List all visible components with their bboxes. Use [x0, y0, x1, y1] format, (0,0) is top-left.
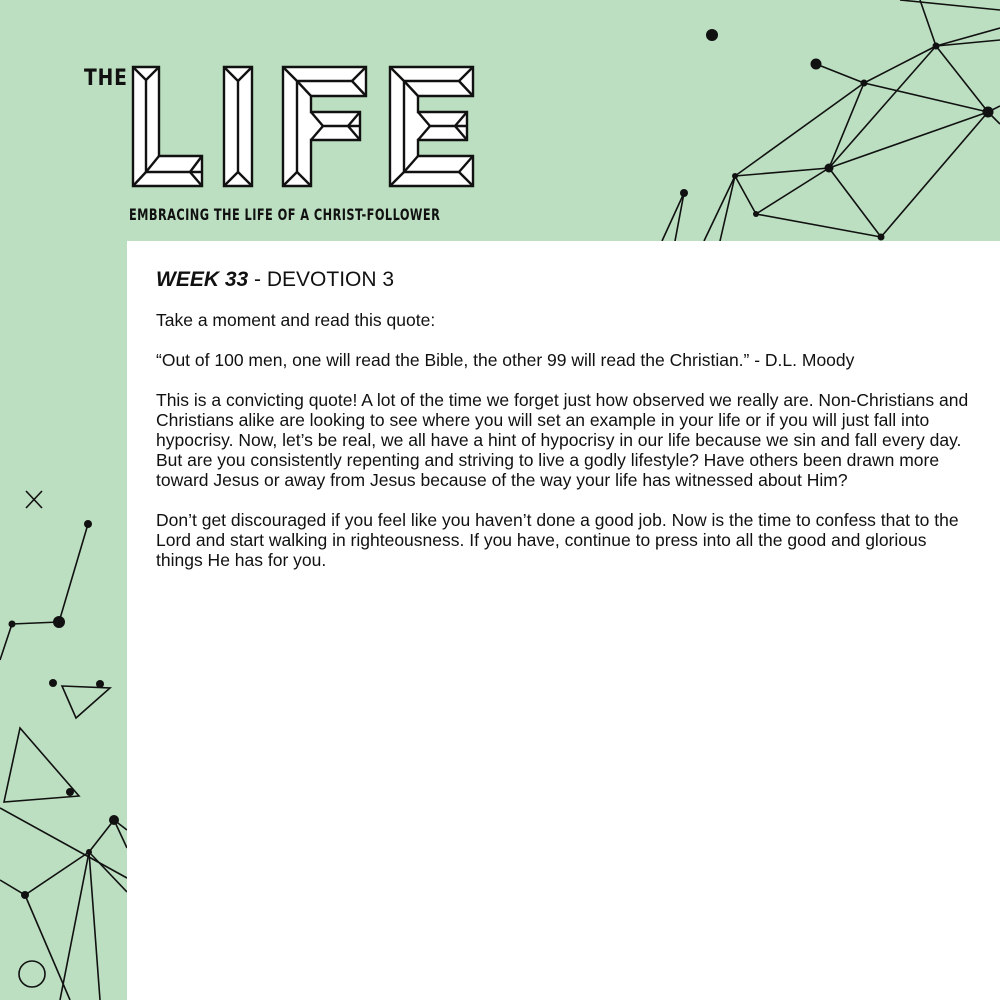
quote-text: “Out of 100 men, one will read the Bible, the other 99 will read the Christian.” - D.L. Moody: [156, 350, 855, 370]
brand-tagline: EMBRACING THE LIFE OF A CHRIST-FOLLOWER: [129, 205, 441, 224]
devotion-heading: [156, 266, 974, 294]
week-label: WEEK 33: [156, 268, 249, 291]
body-paragraph-1: This is a convicting quote! A lot of the time we forget just how observed we really are. Non-Christians and Christians alike are looking to see where you will set an example in your life or if you will just fall into hypocrisy. Now, let’s be real, we all have a hint of hypocrisy in our life because we sin and fall every day. But are you consistently repenting and striving to live a godly lifestyle? Have others been drawn more toward Jesus or away from Jesus because of the way your life has witnessed about Him?: [156, 390, 969, 490]
devotion-label: DEVOTION 3: [266, 268, 395, 291]
brand-the: THE: [84, 66, 128, 91]
heading-separator: -: [248, 268, 267, 291]
life-logo: [128, 64, 480, 190]
body-paragraph-2: Don’t get discouraged if you feel like you haven’t done a good job. Now is the time to confess that to the Lord and start walking in righteousness. If you have, continue to press into all the good and glorious things He has for you.: [156, 510, 959, 570]
intro-text: Take a moment and read this quote:: [156, 310, 436, 330]
devotion-content: [156, 266, 974, 590]
